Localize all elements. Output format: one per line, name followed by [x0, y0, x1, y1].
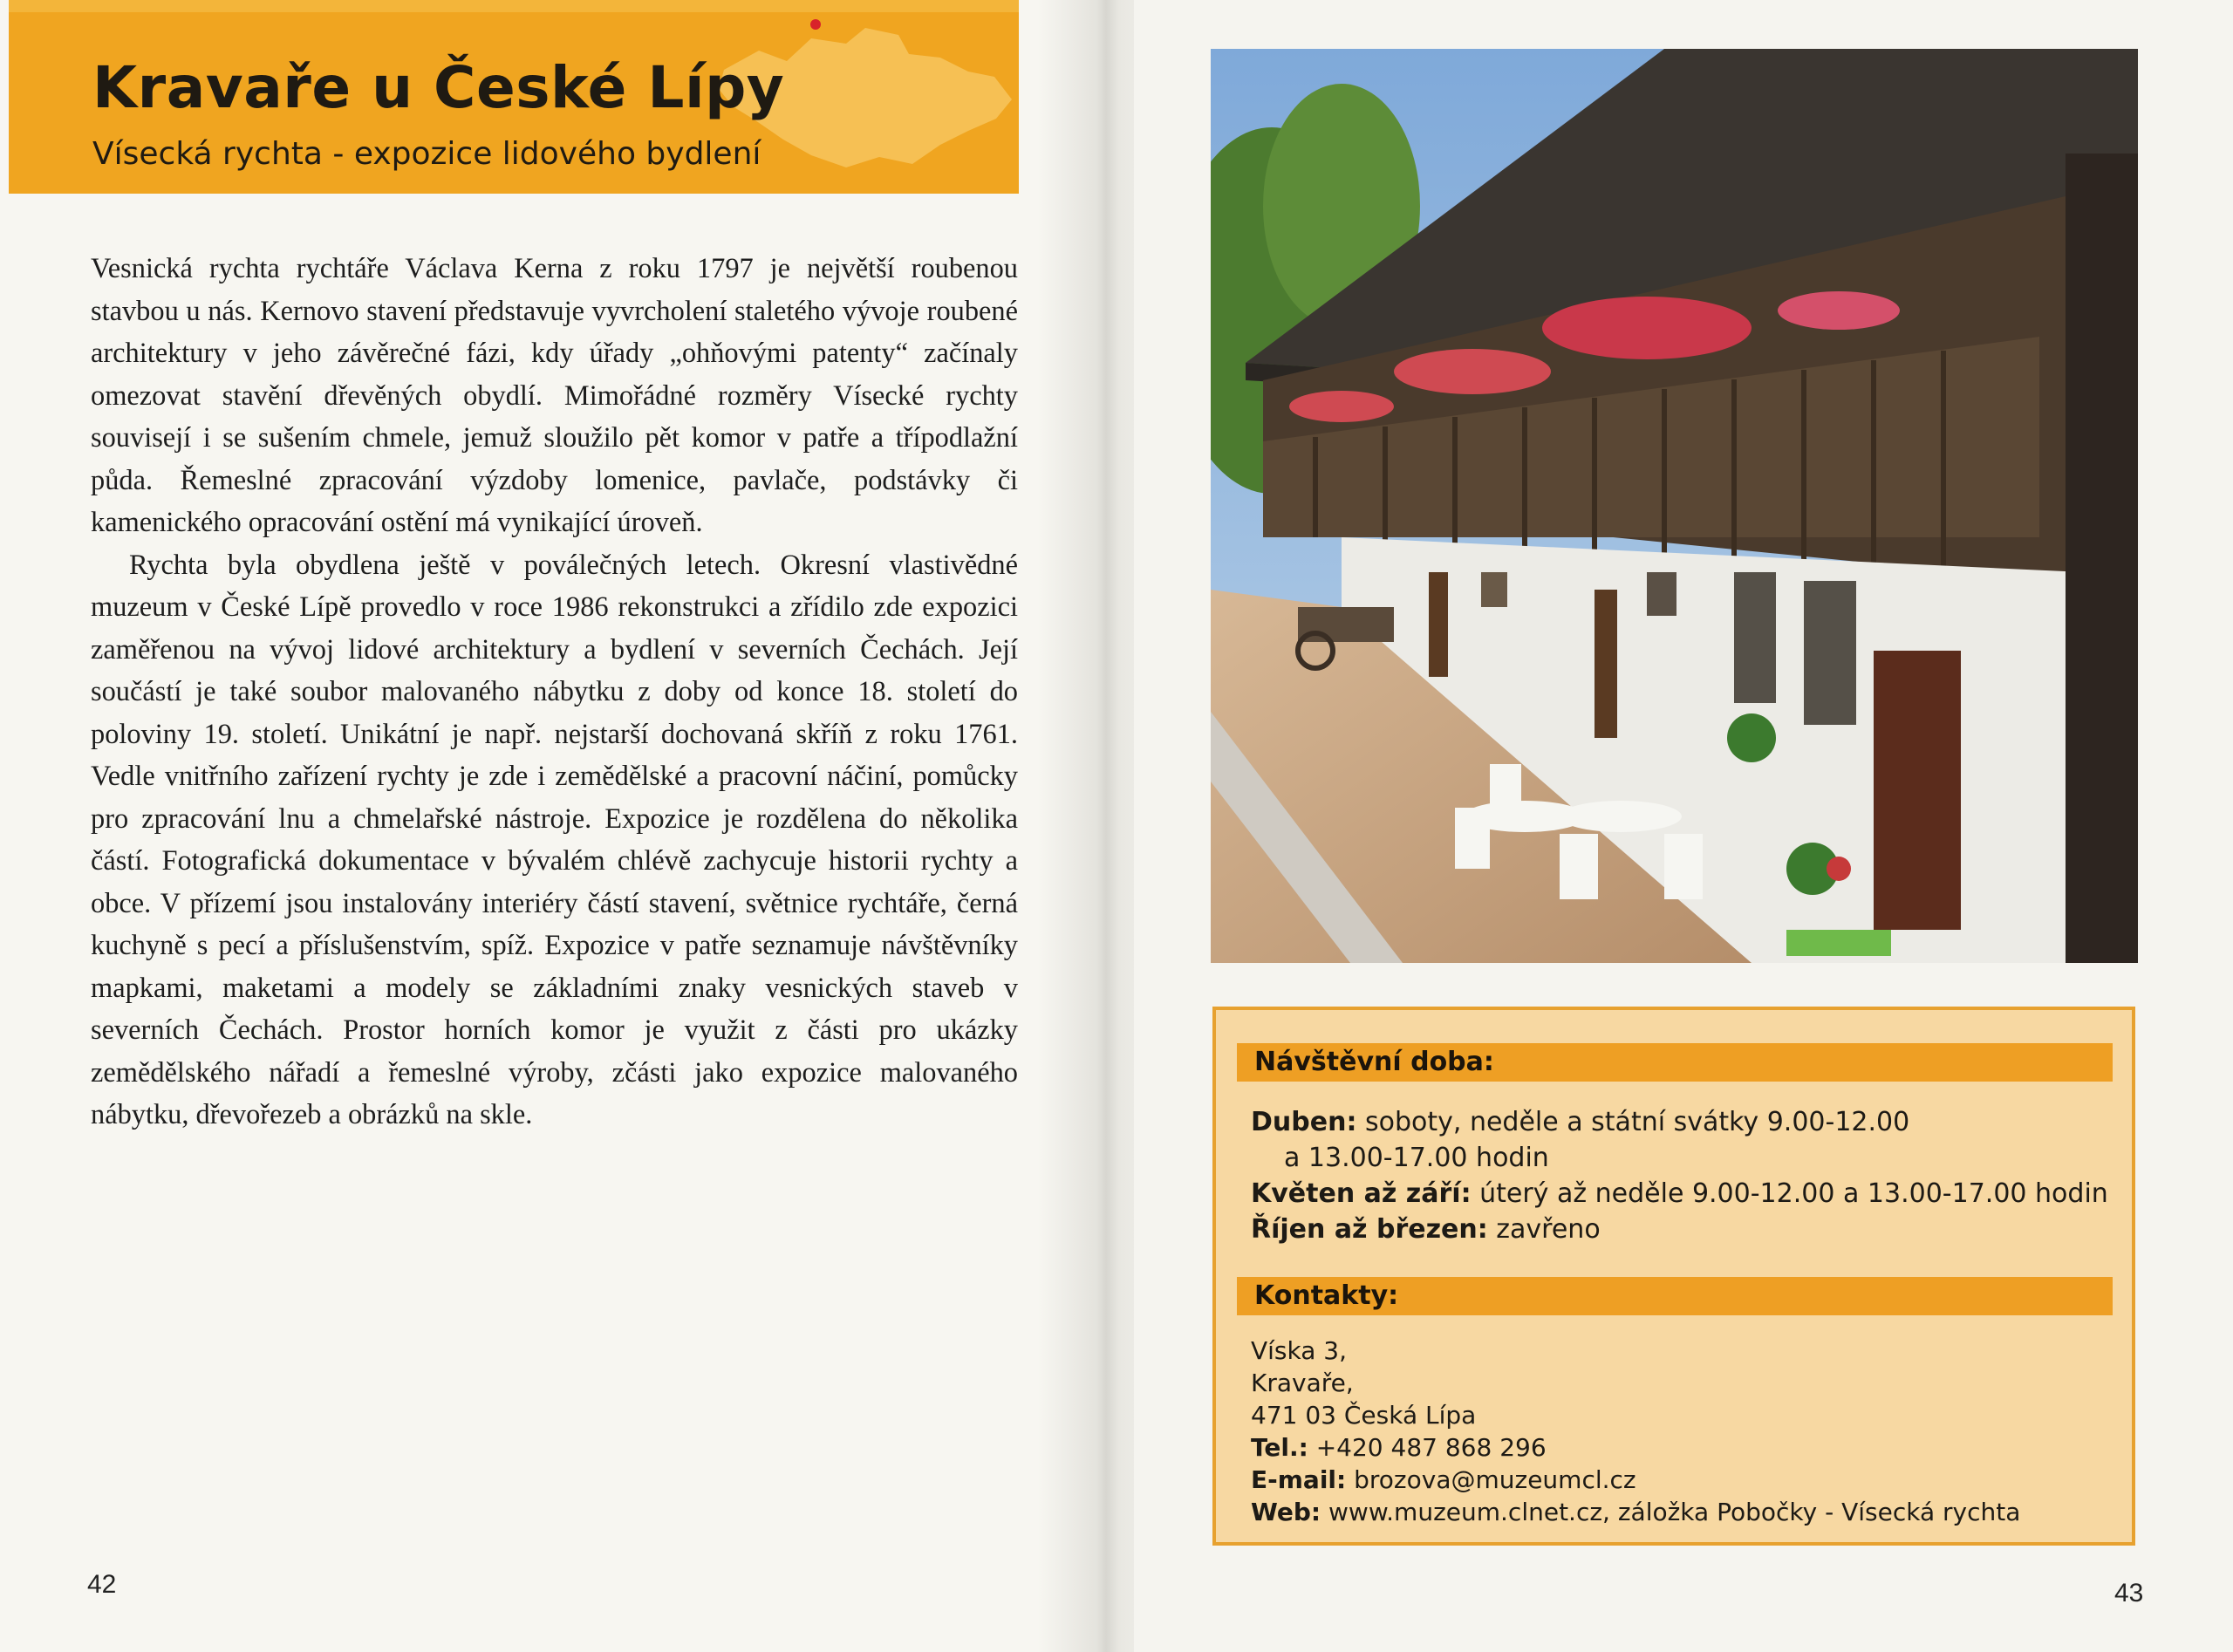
timbered-house-illustration	[1211, 49, 2138, 963]
address-line: Kravaře,	[1251, 1369, 1354, 1397]
contacts-heading: Kontakty:	[1237, 1277, 2113, 1315]
web-line: Web: www.muzeum.clnet.cz, záložka Pobočky - Vísecká rychta	[1251, 1498, 2021, 1526]
page-number: 43	[2114, 1579, 2144, 1608]
visiting-hours-heading: Návštěvní doba:	[1237, 1043, 2113, 1082]
hours-row: Květen až září: úterý až neděle 9.00-12.00 a 13.00-17.00 hodin	[1251, 1178, 2108, 1209]
paragraph: Vesnická rychta rychtáře Václava Kerna z roku 1797 je největší roubenou stavbou u nás. Kernovo stavení představuje vyvrcholení staletého vývoje roubené architektury v jeho závěrečné fázi, kdy úřady „ohňovými patenty“ začínaly omezovat stavění dřevěných obydlí. Mimořádné rozměry Vísecké rychty souvisejí i se sušením chmele, jemuž sloužilo pět komor v patře a třípodlažní půda. Řemeslné zpracování výzdoby lomenice, pavlače, podstávky či kamenického opracování ostění má vynikající úroveň.	[91, 253, 1018, 538]
phone-line: Tel.: +420 487 868 296	[1251, 1433, 1547, 1462]
chapter-header	[9, 0, 1019, 194]
paragraph: Rychta byla obydlena ještě v poválečných letech. Okresní vlastivědné muzeum v České Lípě provedlo v roce 1986 rekonstrukci a zřídilo zde expozici zaměřenou na vývoj lidové architektury a bydlení v severních Čechách. Její součástí je také soubor malovaného nábytku z doby od konce 18. století do poloviny 19. století. Unikátní je např. nejstarší dochovaná skříň z roku 1761. Vedle vnitřního zařízení rychty je zde i zemědělské a pracovní náčiní, pomůcky pro zpracování lnu a chmelařské nástroje. Expozice je rozdělena do několika částí. Fotografická dokumentace v bývalém chlévě zachycuje historii rychty a obce. V přízemí jsou instalovány interiéry částí stavení, světnice rychtáře, černá kuchyně s pecí a příslušenstvím, spíž. Expozice v patře seznamuje návštěvníky mapkami, maketami a modely se základními znaky vesnických staveb v severních Čechách. Prostor horních komor je využit z části pro ukázky zemědělského nářadí a řemeslné výroby, zčásti jako expozice malovaného nábytku, dřevořezeb a obrázků na skle.	[91, 549, 1018, 1130]
article-body	[91, 248, 1018, 1137]
page-number: 42	[87, 1570, 117, 1599]
chapter-title: Kravaře u České Lípy	[92, 54, 785, 121]
email-line: E-mail: brozova@muzeumcl.cz	[1251, 1465, 1636, 1494]
visiting-hours	[1251, 1104, 2114, 1247]
visitor-info-box	[1212, 1007, 2135, 1546]
contacts-block	[1251, 1335, 2114, 1528]
address-line: 471 03 Česká Lípa	[1251, 1401, 1477, 1430]
hours-row: Duben: soboty, neděle a státní svátky 9.00-12.00	[1251, 1107, 1910, 1137]
hours-row-continuation: a 13.00-17.00 hodin	[1284, 1143, 1549, 1173]
hours-row: Říjen až březen: zavřeno	[1251, 1214, 1601, 1245]
chapter-subtitle: Vísecká rychta - expozice lidového bydlení	[92, 136, 761, 172]
building-photo	[1211, 49, 2138, 963]
location-dot	[810, 19, 821, 30]
left-page	[0, 0, 1108, 1652]
address-line: Víska 3,	[1251, 1336, 1348, 1365]
